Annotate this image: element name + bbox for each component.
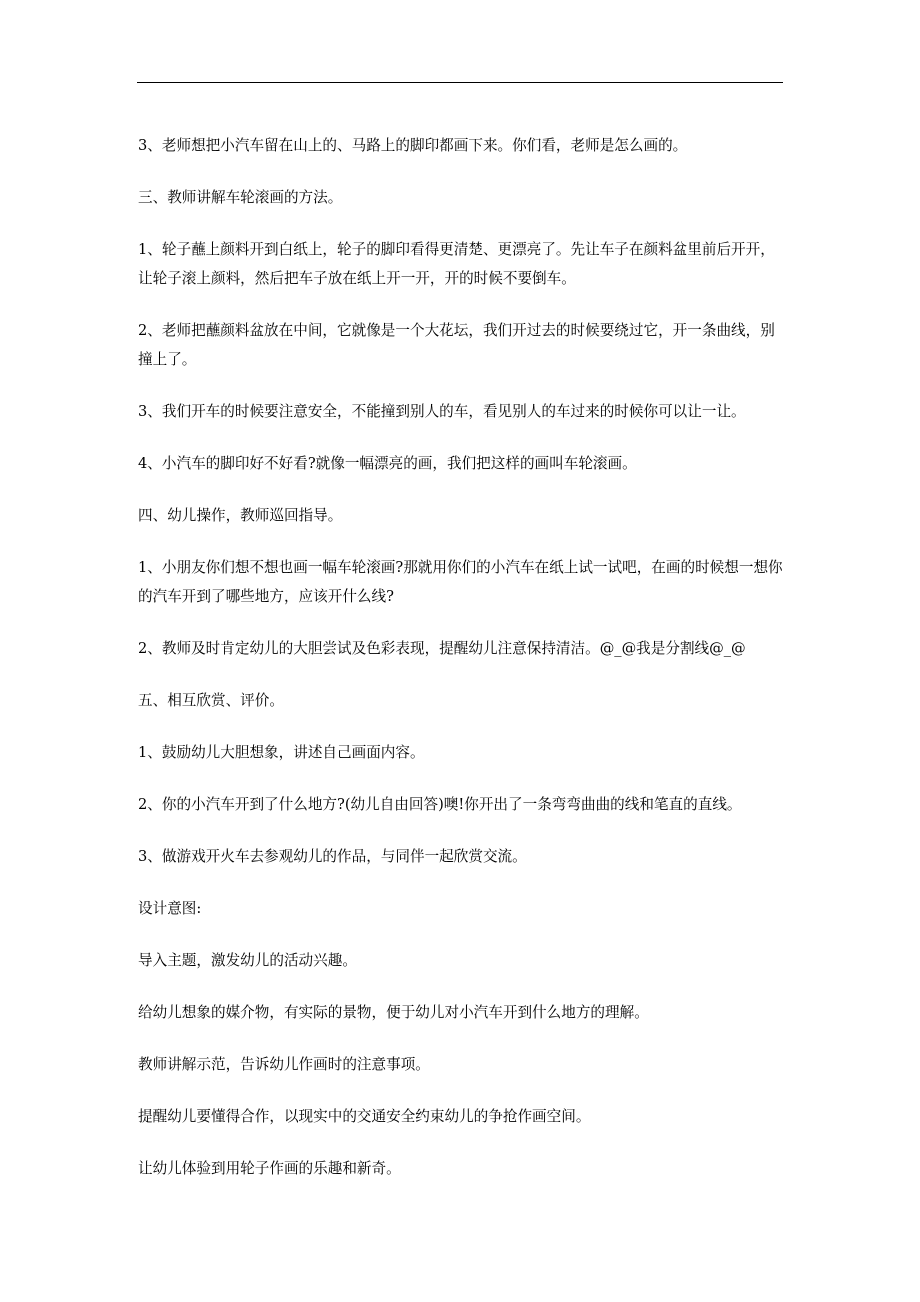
paragraph: 2、教师及时肯定幼儿的大胆尝试及色彩表现，提醒幼儿注意保持清洁。@_@我是分割线@_@ bbox=[138, 640, 746, 657]
paragraph: 给幼儿想象的媒介物，有实际的景物，便于幼儿对小汽车开到什么地方的理解。 bbox=[138, 1004, 649, 1021]
header-rule bbox=[137, 82, 783, 83]
paragraph: 提醒幼儿要懂得合作，以现实中的交通安全约束幼儿的争抢作画空间。 bbox=[138, 1108, 591, 1125]
section-heading: 三、教师讲解车轮滚画的方法。 bbox=[138, 189, 343, 206]
paragraph: 3、老师想把小汽车留在山上的、马路上的脚印都画下来。你们看，老师是怎么画的。 bbox=[138, 137, 688, 154]
paragraph: 教师讲解示范，告诉幼儿作画时的注意事项。 bbox=[138, 1056, 430, 1073]
paragraph: 1、小朋友你们想不想也画一幅车轮滚画?那就用你们的小汽车在纸上试一试吧，在画的时候想一想你的汽车开到了哪些地方，应该开什么线? bbox=[138, 559, 783, 605]
paragraph: 2、你的小汽车开到了什么地方?(幼儿自由回答)噢!你开出了一条弯弯曲曲的线和笔直的直线。 bbox=[138, 796, 742, 813]
section-heading: 五、相互欣赏、评价。 bbox=[138, 692, 284, 709]
document-body bbox=[138, 131, 786, 1206]
paragraph: 3、我们开车的时候要注意安全，不能撞到别人的车，看见别人的车过来的时候你可以让一让。 bbox=[138, 403, 746, 420]
paragraph: 1、轮子蘸上颜料开到白纸上，轮子的脚印看得更清楚、更漂亮了。先让车子在颜料盆里前后开开，让轮子滚上颜料，然后把车子放在纸上开一开，开的时候不要倒车。 bbox=[138, 241, 775, 287]
paragraph: 让幼儿体验到用轮子作画的乐趣和新奇。 bbox=[138, 1160, 401, 1177]
paragraph: 导入主题，激发幼儿的活动兴趣。 bbox=[138, 952, 357, 969]
section-heading: 四、幼儿操作，教师巡回指导。 bbox=[138, 507, 343, 524]
paragraph: 2、老师把蘸颜料盆放在中间，它就像是一个大花坛，我们开过去的时候要绕过它，开一条曲线，别撞上了。 bbox=[138, 322, 775, 368]
section-heading: 设计意图: bbox=[138, 900, 202, 917]
paragraph: 3、做游戏开火车去参观幼儿的作品，与同伴一起欣赏交流。 bbox=[138, 848, 527, 865]
paragraph: 1、鼓励幼儿大胆想象，讲述自己画面内容。 bbox=[138, 744, 425, 761]
paragraph: 4、小汽车的脚印好不好看?就像一幅漂亮的画，我们把这样的画叫车轮滚画。 bbox=[138, 455, 637, 472]
